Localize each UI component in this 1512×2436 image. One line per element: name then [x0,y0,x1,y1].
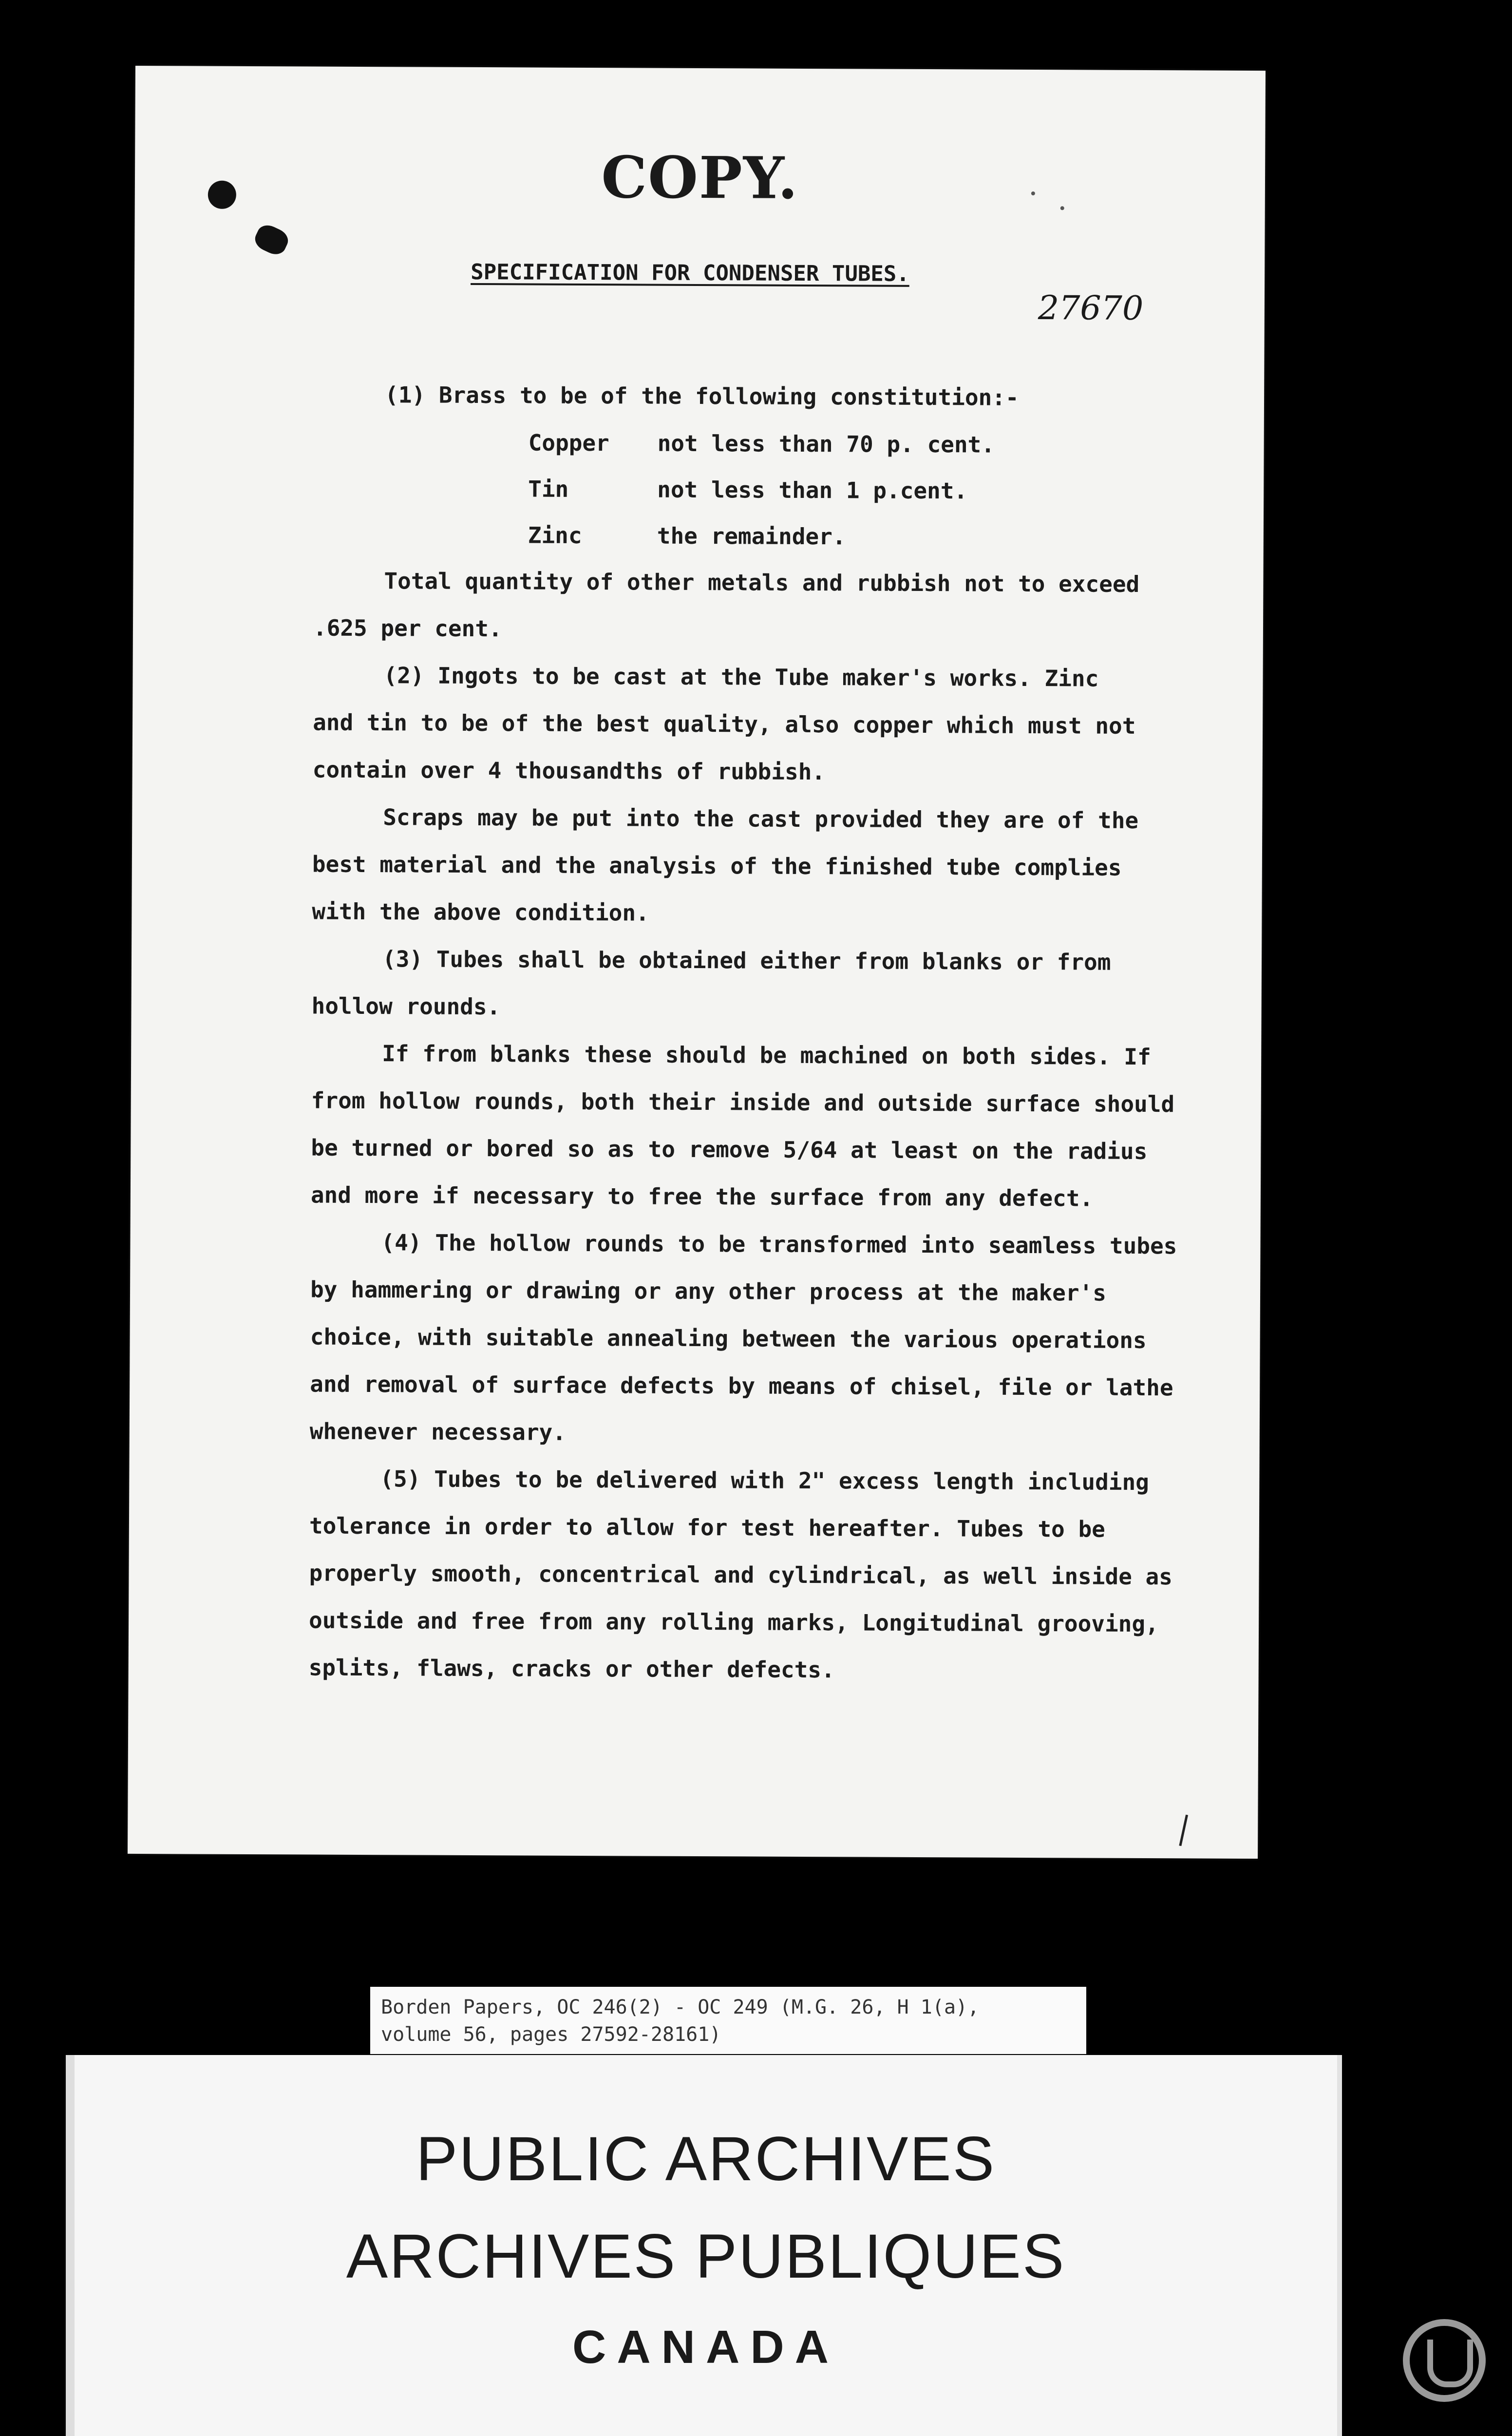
body-line: tolerance in order to allow for test hereafter. Tubes to be [309,1512,1106,1542]
body-line: and more if necessary to free the surface from any defect. [310,1181,1094,1212]
body-line: splits, flaws, cracks or other defects. [308,1654,835,1683]
body-line: hollow rounds. [311,992,501,1020]
archive-reference-label [370,1987,1086,2054]
archive-reference-line-1: Borden Papers, OC 246(2) - OC 249 (M.G. 26, H 1(a), [381,1996,980,2018]
composition-metal: Tin [528,476,569,502]
composition-amount: not less than 1 p.cent. [657,476,968,504]
body-line: from hollow rounds, both their inside and outside surface should [311,1087,1175,1118]
body-line: Total quantity of other metals and rubbish not to exceed [384,568,1140,597]
body-line: .625 per cent. [313,614,502,642]
composition-row [314,465,1244,515]
composition-list [314,419,1245,561]
body-line: (5) Tubes to be delivered with 2" excess length including [380,1465,1150,1496]
body-line: whenever necessary. [309,1418,567,1446]
pencil-mark [1179,1815,1188,1846]
body-line: contain over 4 thousandths of rubbish. [312,756,826,785]
body-line: Scraps may be put into the cast provided they are of the [383,804,1139,834]
document-number: 27670 [1038,289,1144,328]
punch-hole-torn [252,222,292,258]
composition-amount: not less than 70 p. cent. [657,430,995,458]
archives-card-french: ARCHIVES PUBLIQUES [346,2222,1066,2291]
archives-card-english: PUBLIC ARCHIVES [416,2124,996,2194]
document-body [308,371,1245,1695]
body-line: and tin to be of the best quality, also copper which must not [313,709,1136,739]
section-1-intro: (1) Brass to be of the following constitution:- [384,381,1019,411]
composition-row [314,511,1244,561]
body-line: properly smooth, concentrical and cylindrical, as well inside as [309,1560,1173,1590]
body-line: best material and the analysis of the finished tube complies [312,851,1122,881]
body-lines [308,557,1244,1695]
speck [1060,206,1064,210]
composition-row [314,419,1244,469]
composition-metal: Copper [528,429,609,457]
body-line: (3) Tubes shall be obtained either from blanks or from [382,946,1111,975]
speck [1031,191,1035,195]
body-line: and removal of surface defects by means of chisel, file or lathe [310,1370,1173,1401]
body-line: by hammering or drawing or any other process at the maker's [310,1276,1107,1306]
body-line: with the above condition. [312,898,649,926]
archive-logo-icon [1403,2319,1486,2402]
body-line: (4) The hollow rounds to be transformed into seamless tubes [381,1229,1177,1259]
public-archives-card [66,2055,1342,2436]
body-line: (2) Ingots to be cast at the Tube maker's works. Zinc [383,662,1099,692]
document-page [128,66,1266,1859]
body-line: If from blanks these should be machined on both sides. If [382,1040,1151,1070]
body-line: be turned or bored so as to remove 5/64 at least on the radius [311,1134,1148,1165]
archives-card-country: CANADA [572,2321,839,2373]
archive-reference-line-2: volume 56, pages 27592-28161) [381,2023,721,2046]
composition-metal: Zinc [528,522,582,549]
body-line: choice, with suitable annealing between the various operations [310,1323,1147,1354]
copy-title: COPY. [601,143,799,212]
specification-heading: SPECIFICATION FOR CONDENSER TUBES. [471,259,909,286]
composition-amount: the remainder. [657,522,846,550]
body-line: outside and free from any rolling marks, Longitudinal grooving, [308,1607,1159,1637]
